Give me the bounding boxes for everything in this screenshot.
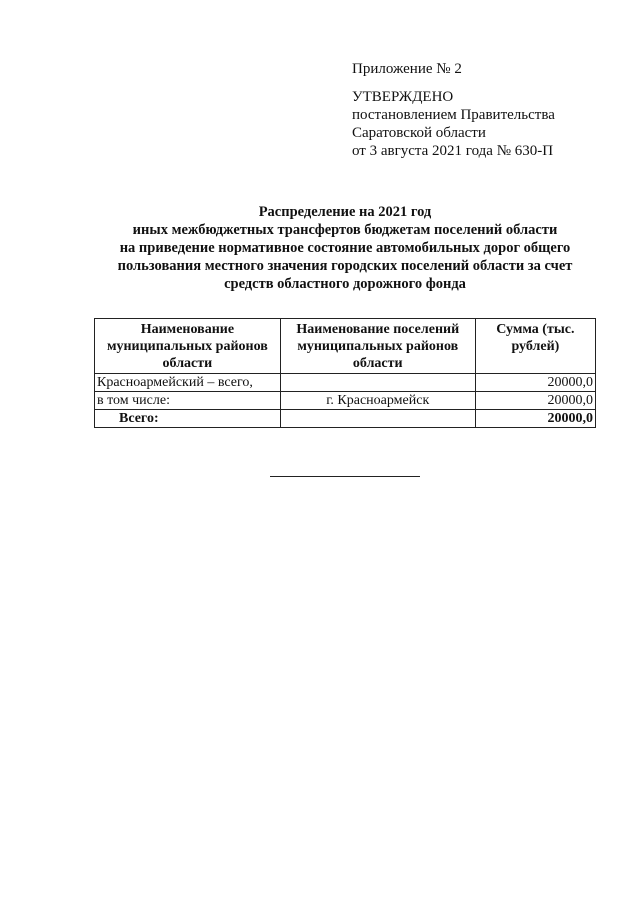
- approval-line: постановлением Правительства: [352, 107, 555, 123]
- document-title: [90, 203, 600, 293]
- table-total-row: [95, 410, 596, 428]
- district-cell: в том числе:: [95, 392, 281, 410]
- header-districts: Наименование муниципальных районов области: [95, 319, 281, 374]
- amount-cell: 20000,0: [475, 374, 595, 392]
- approval-block: [352, 88, 555, 160]
- settlement-cell: г. Красноармейск: [280, 392, 475, 410]
- closing-divider: [270, 476, 420, 477]
- total-label-cell: Всего:: [95, 410, 281, 428]
- settlement-cell: [280, 410, 475, 428]
- title-line: иных межбюджетных трансфертов бюджетам поселений области: [132, 222, 558, 238]
- approval-line: Саратовской области: [352, 125, 486, 141]
- district-cell: Красноармейский – всего,: [95, 374, 281, 392]
- header-settlements: Наименование поселений муниципальных районов области: [280, 319, 475, 374]
- title-line: на приведение нормативное состояние автомобильных дорог общего: [119, 240, 571, 256]
- header-amount: Сумма (тыс. рублей): [475, 319, 595, 374]
- settlement-cell: [280, 374, 475, 392]
- title-line: Распределение на 2021 год: [258, 204, 432, 220]
- distribution-table: [94, 318, 596, 428]
- table-row: [95, 392, 596, 410]
- approval-line: от 3 августа 2021 года № 630-П: [352, 143, 554, 159]
- table-header-row: [95, 319, 596, 374]
- amount-cell: 20000,0: [475, 392, 595, 410]
- title-line: средств областного дорожного фонда: [224, 276, 466, 292]
- table-row: [95, 374, 596, 392]
- appendix-number: Приложение № 2: [352, 61, 462, 77]
- approval-line: УТВЕРЖДЕНО: [352, 89, 454, 105]
- total-amount-cell: 20000,0: [475, 410, 595, 428]
- title-line: пользования местного значения городских поселений области за счет: [117, 258, 573, 274]
